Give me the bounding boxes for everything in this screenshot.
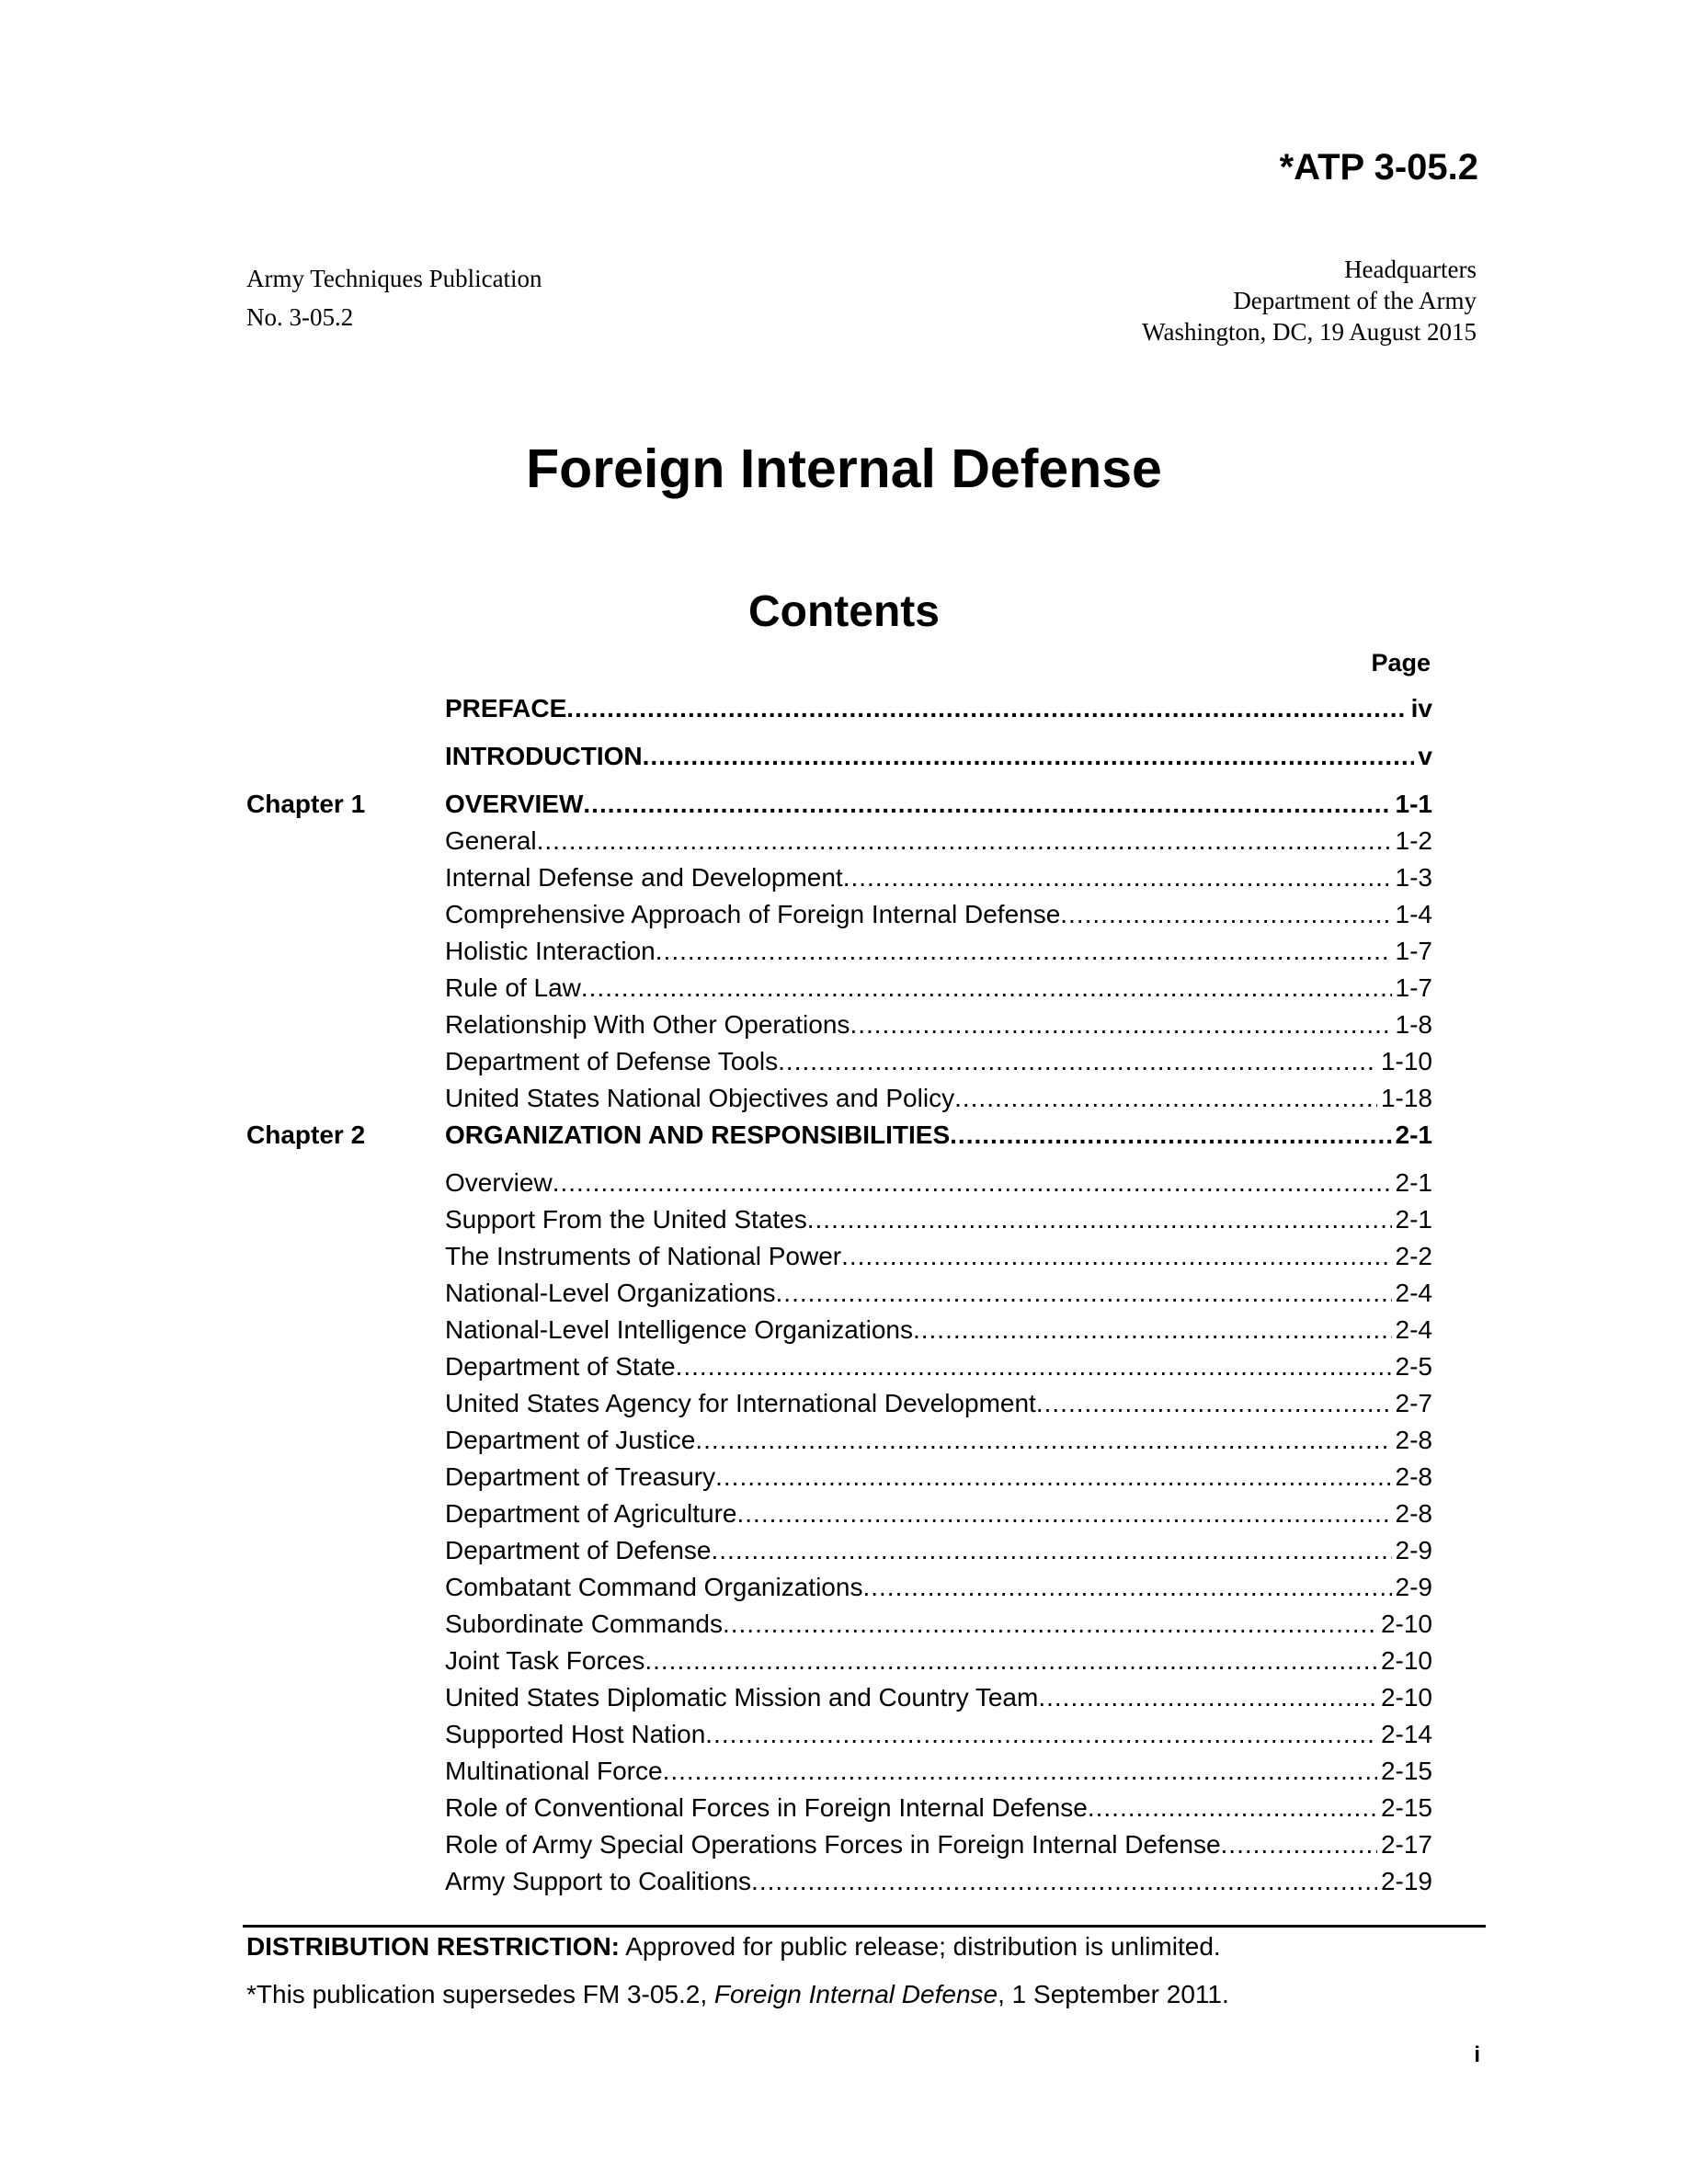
toc-entry-title: Rule of Law [445, 973, 581, 1002]
toc-entry-title: Comprehensive Approach of Foreign Internal Defense [445, 900, 1061, 928]
toc-row[interactable] [246, 973, 1432, 1010]
toc-page-number: 2-17 [1380, 1830, 1432, 1859]
page-number: i [1474, 2042, 1480, 2067]
toc-entry-title: ORGANIZATION AND RESPONSIBILITIES [445, 1120, 951, 1149]
toc-entry-title: Supported Host Nation [445, 1720, 706, 1748]
toc-row[interactable] [246, 826, 1432, 863]
toc-entry [445, 1389, 1432, 1418]
distribution-label: DISTRIBUTION RESTRICTION: [246, 1932, 620, 1961]
toc-row[interactable] [246, 1279, 1432, 1315]
toc-entry [445, 863, 1432, 893]
toc-entry-title: The Instruments of National Power [445, 1242, 842, 1270]
toc-row[interactable] [246, 742, 1432, 790]
toc-row[interactable] [246, 937, 1432, 973]
toc-entry [445, 1867, 1432, 1896]
toc-dot-leader [644, 1646, 1377, 1676]
toc-entry-title: Subordinate Commands [445, 1610, 723, 1638]
toc-entry [445, 826, 1432, 856]
toc-dot-leader [954, 1084, 1377, 1113]
toc-entry-title: National-Level Intelligence Organizations [445, 1315, 913, 1344]
toc-row[interactable] [246, 1426, 1432, 1462]
toc-entry [445, 1499, 1432, 1529]
toc-entry [445, 1047, 1432, 1076]
toc-page-number: 1-7 [1395, 937, 1432, 965]
toc-entry-title: Department of Defense [445, 1536, 712, 1564]
toc-dot-leader [723, 1610, 1377, 1639]
toc-page-number: 1-3 [1395, 863, 1432, 892]
toc-row[interactable] [246, 1610, 1432, 1646]
toc-dot-leader [1038, 1683, 1377, 1712]
toc-entry-title: PREFACE [445, 694, 567, 722]
toc-entry-title: Combatant Command Organizations [445, 1573, 863, 1601]
toc-page-number: 2-10 [1380, 1683, 1432, 1712]
toc-dot-leader [1060, 900, 1391, 929]
toc-page-number: 2-8 [1395, 1462, 1432, 1491]
supersede-suffix: , 1 September 2011. [998, 1980, 1229, 2008]
toc-row[interactable] [246, 1867, 1432, 1904]
toc-row[interactable] [246, 1352, 1432, 1389]
toc-dot-leader [712, 1536, 1392, 1565]
toc-page-number: 1-2 [1395, 826, 1432, 855]
supersede-title: Foreign Internal Defense [713, 1980, 998, 2008]
toc-row[interactable] [246, 1757, 1432, 1793]
toc-entry-title: Internal Defense and Development [445, 863, 843, 892]
toc-dot-leader [843, 863, 1392, 893]
toc-entry [445, 742, 1432, 771]
toc-dot-leader [643, 742, 1415, 771]
supersede-prefix: *This publication supersedes FM 3-05.2, [246, 1980, 714, 2008]
toc-row[interactable] [246, 1242, 1432, 1279]
toc-page-number: 2-1 [1395, 1205, 1432, 1234]
toc-entry [445, 1010, 1432, 1040]
toc-entry [445, 1242, 1432, 1271]
toc-page-number: 2-1 [1395, 1120, 1432, 1149]
toc-page-number: 1-1 [1395, 790, 1432, 818]
toc-page-number: 2-15 [1380, 1793, 1432, 1822]
toc-dot-leader [553, 1168, 1392, 1198]
toc-dot-leader [583, 790, 1391, 819]
toc-page-number: 1-8 [1395, 1010, 1432, 1039]
toc-row[interactable] [246, 1010, 1432, 1047]
toc-entry-title: Army Support to Coalitions [445, 1867, 752, 1895]
toc-dot-leader [751, 1867, 1377, 1896]
toc-row[interactable] [246, 1389, 1432, 1426]
toc-entry-title: United States Diplomatic Mission and Country Team [445, 1683, 1039, 1712]
toc-entry-title: Holistic Interaction [445, 937, 656, 965]
supersede-note [246, 1980, 1229, 2009]
footer-divider [243, 1925, 1486, 1928]
toc-page-number: 2-9 [1395, 1573, 1432, 1601]
toc-page-number: 2-7 [1395, 1389, 1432, 1417]
toc-dot-leader [663, 1757, 1377, 1786]
contents-heading: Contents [748, 587, 940, 636]
toc-dot-leader [581, 973, 1392, 1003]
toc-page-number: 2-4 [1395, 1315, 1432, 1344]
toc-dot-leader [778, 1047, 1377, 1076]
toc-dot-leader [695, 1426, 1391, 1455]
toc-dot-leader [537, 826, 1392, 856]
toc-entry [445, 900, 1432, 929]
toc-entry-title: INTRODUCTION [445, 742, 643, 770]
toc-dot-leader [850, 1010, 1391, 1040]
toc-entry-title: Support From the United States [445, 1205, 807, 1234]
toc-entry [445, 1646, 1432, 1676]
toc-dot-leader [715, 1462, 1391, 1492]
toc-row[interactable] [246, 1720, 1432, 1757]
hq-line-1: Headquarters [1344, 256, 1477, 283]
toc-entry [445, 1462, 1432, 1492]
toc-page-number: 2-5 [1395, 1352, 1432, 1381]
toc-chapter-label: Chapter 1 [246, 790, 366, 818]
toc-dot-leader [1036, 1389, 1392, 1418]
toc-row[interactable] [246, 1683, 1432, 1720]
toc-row[interactable] [246, 1047, 1432, 1084]
toc-entry-title: Role of Conventional Forces in Foreign Internal Defense [445, 1793, 1088, 1822]
toc-entry [445, 937, 1432, 966]
toc-row[interactable] [246, 863, 1432, 900]
toc-page-number: 1-7 [1395, 973, 1432, 1002]
toc-entry [445, 1757, 1432, 1786]
toc-row[interactable] [246, 1462, 1432, 1499]
toc-row[interactable] [246, 1646, 1432, 1683]
toc-dot-leader [913, 1315, 1392, 1345]
hq-line-3: Washington, DC, 19 August 2015 [1142, 318, 1477, 346]
toc-row[interactable] [246, 1793, 1432, 1830]
toc-page-number: iv [1410, 694, 1432, 722]
toc-row[interactable] [246, 1084, 1432, 1120]
table-of-contents [246, 694, 1432, 1904]
toc-entry [445, 1168, 1432, 1198]
toc-entry [445, 1610, 1432, 1639]
toc-page-number: 2-1 [1395, 1168, 1432, 1197]
toc-row[interactable] [246, 1573, 1432, 1610]
toc-entry [445, 1536, 1432, 1565]
toc-dot-leader [807, 1205, 1392, 1234]
toc-page-number: v [1418, 742, 1432, 770]
toc-entry [445, 1352, 1432, 1382]
toc-page-number: 2-19 [1380, 1867, 1432, 1895]
toc-row[interactable] [246, 790, 1432, 826]
toc-entry-title: Role of Army Special Operations Forces in Foreign Internal Defense [445, 1830, 1221, 1859]
toc-page-number: 1-4 [1395, 900, 1432, 928]
toc-row[interactable] [246, 1315, 1432, 1352]
toc-dot-leader [950, 1120, 1391, 1150]
toc-entry-title: National-Level Organizations [445, 1279, 776, 1307]
toc-entry-title: OVERVIEW [445, 790, 584, 818]
toc-dot-leader [1088, 1793, 1377, 1823]
toc-entry-title: Department of Defense Tools [445, 1047, 779, 1075]
toc-page-number: 2-4 [1395, 1279, 1432, 1307]
toc-entry-title: Department of Justice [445, 1426, 696, 1454]
toc-entry [445, 1279, 1432, 1308]
publication-type: Army Techniques Publication [246, 265, 542, 292]
toc-dot-leader [841, 1242, 1391, 1271]
toc-row[interactable] [246, 694, 1432, 742]
distribution-text: Approved for public release; distribution is unlimited. [620, 1932, 1221, 1961]
toc-chapter-label: Chapter 2 [246, 1120, 366, 1149]
toc-entry-title: Joint Task Forces [445, 1646, 645, 1675]
toc-dot-leader [656, 937, 1392, 966]
toc-page-number: 2-10 [1380, 1610, 1432, 1638]
toc-page-number: 2-2 [1395, 1242, 1432, 1270]
publication-block [246, 259, 542, 336]
page-column-label: Page [1371, 649, 1431, 677]
toc-entry [445, 1830, 1432, 1860]
toc-row[interactable] [246, 1499, 1432, 1536]
toc-page-number: 2-8 [1395, 1499, 1432, 1528]
toc-page-number: 2-8 [1395, 1426, 1432, 1454]
toc-dot-leader [676, 1352, 1392, 1382]
toc-page-number: 2-14 [1380, 1720, 1432, 1748]
headquarters-block [1142, 254, 1477, 347]
toc-entry [445, 1683, 1432, 1712]
toc-entry [445, 790, 1432, 819]
toc-dot-leader [737, 1499, 1392, 1529]
toc-entry-title: Overview [445, 1168, 553, 1197]
toc-dot-leader [776, 1279, 1392, 1308]
hq-line-2: Department of the Army [1233, 287, 1477, 314]
toc-row[interactable] [246, 900, 1432, 937]
toc-row[interactable] [246, 1168, 1432, 1205]
toc-page-number: 2-9 [1395, 1536, 1432, 1564]
toc-page-number: 1-10 [1380, 1047, 1432, 1075]
toc-entry [445, 694, 1432, 723]
toc-dot-leader [862, 1573, 1391, 1602]
toc-entry [445, 1426, 1432, 1455]
toc-dot-leader [705, 1720, 1377, 1749]
toc-page-number: 2-10 [1380, 1646, 1432, 1675]
document-id: *ATP 3-05.2 [1279, 147, 1478, 188]
toc-page-number: 2-15 [1380, 1757, 1432, 1785]
toc-row[interactable] [246, 1120, 1432, 1168]
toc-row[interactable] [246, 1205, 1432, 1242]
toc-entry-title: Department of Treasury [445, 1462, 716, 1491]
document-title: Foreign Internal Defense [526, 438, 1162, 499]
toc-dot-leader [566, 694, 1407, 723]
toc-dot-leader [1221, 1830, 1377, 1860]
toc-entry [445, 1720, 1432, 1749]
toc-entry-title: General [445, 826, 537, 855]
toc-entry [445, 1205, 1432, 1234]
toc-entry-title: United States National Objectives and Policy [445, 1084, 955, 1112]
toc-page-number: 1-18 [1380, 1084, 1432, 1112]
toc-entry [445, 1315, 1432, 1345]
toc-entry [445, 1573, 1432, 1602]
toc-entry-title: United States Agency for International Development [445, 1389, 1036, 1417]
toc-entry-title: Department of Agriculture [445, 1499, 737, 1528]
toc-entry [445, 1084, 1432, 1113]
toc-entry [445, 1120, 1432, 1150]
distribution-restriction [246, 1932, 1221, 1962]
toc-row[interactable] [246, 1830, 1432, 1867]
toc-entry-title: Relationship With Other Operations [445, 1010, 850, 1039]
toc-entry-title: Multinational Force [445, 1757, 663, 1785]
toc-row[interactable] [246, 1536, 1432, 1573]
toc-entry [445, 1793, 1432, 1823]
toc-entry [445, 973, 1432, 1003]
publication-number: No. 3-05.2 [246, 303, 354, 331]
toc-entry-title: Department of State [445, 1352, 676, 1381]
